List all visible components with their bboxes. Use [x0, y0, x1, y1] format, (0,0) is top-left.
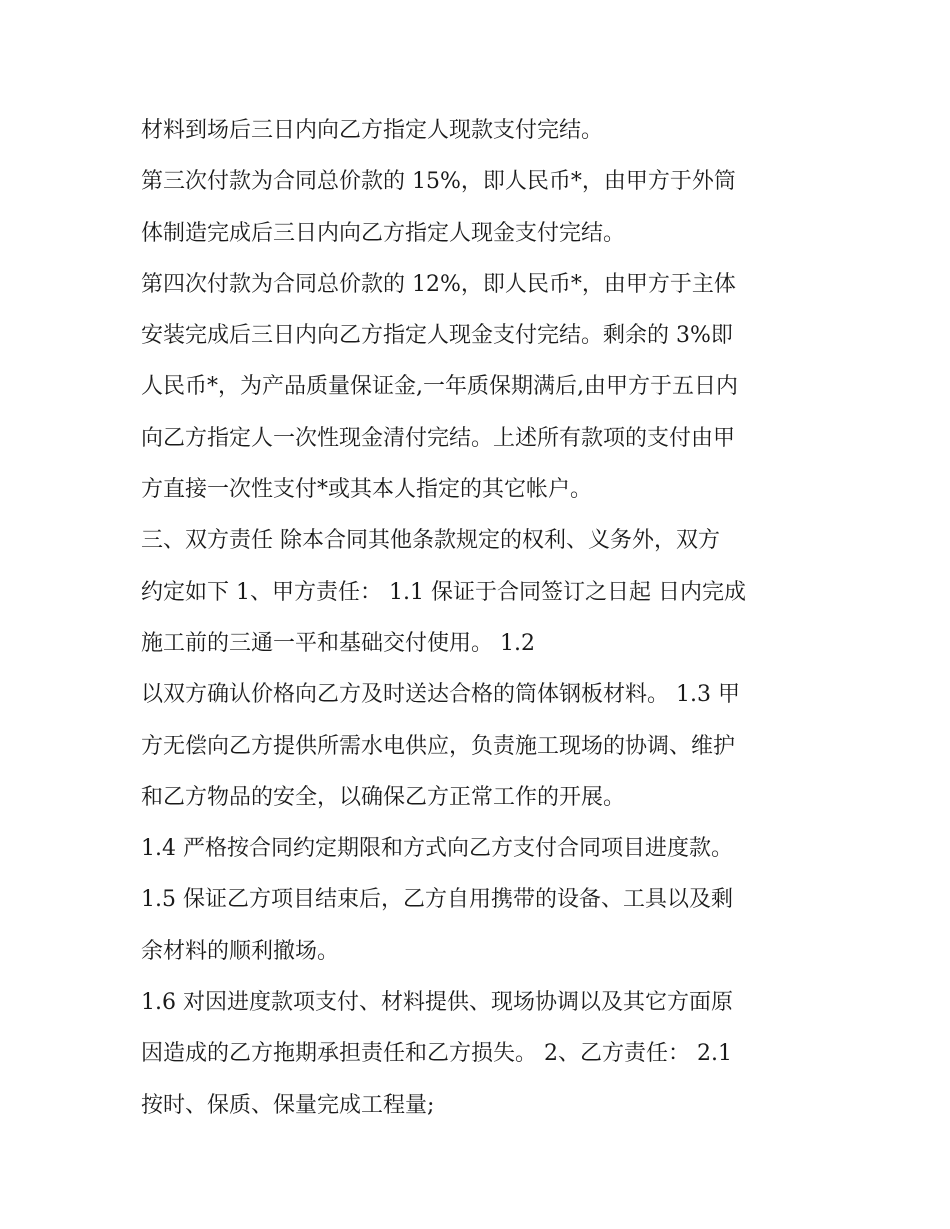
text-line: 余材料的顺利撤场。: [141, 938, 340, 964]
text-line: 因造成的乙方拖期承担责任和乙方损失。 2、乙方责任： 2.1: [141, 1041, 732, 1067]
text-line: 1.6 对因进度款项支付、材料提供、现场协调以及其它方面原: [141, 990, 733, 1016]
text-line: 和乙方物品的安全，以确保乙方正常工作的开展。: [141, 784, 626, 810]
text-line: 施工前的三通一平和基础交付使用。 1.2: [141, 630, 535, 656]
text-line: 第四次付款为合同总价款的 12%，即人民币*，由甲方于主体: [141, 271, 736, 297]
text-line: 1.5 保证乙方项目结束后，乙方自用携带的设备、工具以及剩: [141, 887, 733, 913]
text-line: 体制造完成后三日内向乙方指定人现金支付完结。: [141, 220, 626, 246]
text-line: 三、双方责任 除本合同其他条款规定的权利、义务外，双方: [141, 528, 720, 554]
text-line: 方无偿向乙方提供所需水电供应，负责施工现场的协调、维护: [141, 733, 736, 759]
text-line: 约定如下 1、甲方责任： 1.1 保证于合同签订之日起 日内完成: [141, 579, 746, 605]
text-line: 按时、保质、保量完成工程量;: [141, 1092, 435, 1118]
text-line: 材料到场后三日内向乙方指定人现款支付完结。: [141, 118, 604, 143]
text-line: 人民币*，为产品质量保证金,一年质保期满后,由甲方于五日内: [141, 374, 738, 400]
text-line: 向乙方指定人一次性现金清付完结。上述所有款项的支付由甲: [141, 425, 736, 451]
text-line: 安装完成后三日内向乙方指定人现金支付完结。剩余的 3%即: [141, 323, 733, 349]
text-line: 1.4 严格按合同约定期限和方式向乙方支付合同项目进度款。: [141, 836, 733, 862]
text-line: 以双方确认价格向乙方及时送达合格的筒体钢板材料。 1.3 甲: [141, 682, 740, 708]
contract-text: [141, 105, 821, 1131]
text-line: 第三次付款为合同总价款的 15%，即人民币*，由甲方于外筒: [141, 169, 736, 195]
text-line: 方直接一次性支付*或其本人指定的其它帐户。: [141, 477, 593, 503]
